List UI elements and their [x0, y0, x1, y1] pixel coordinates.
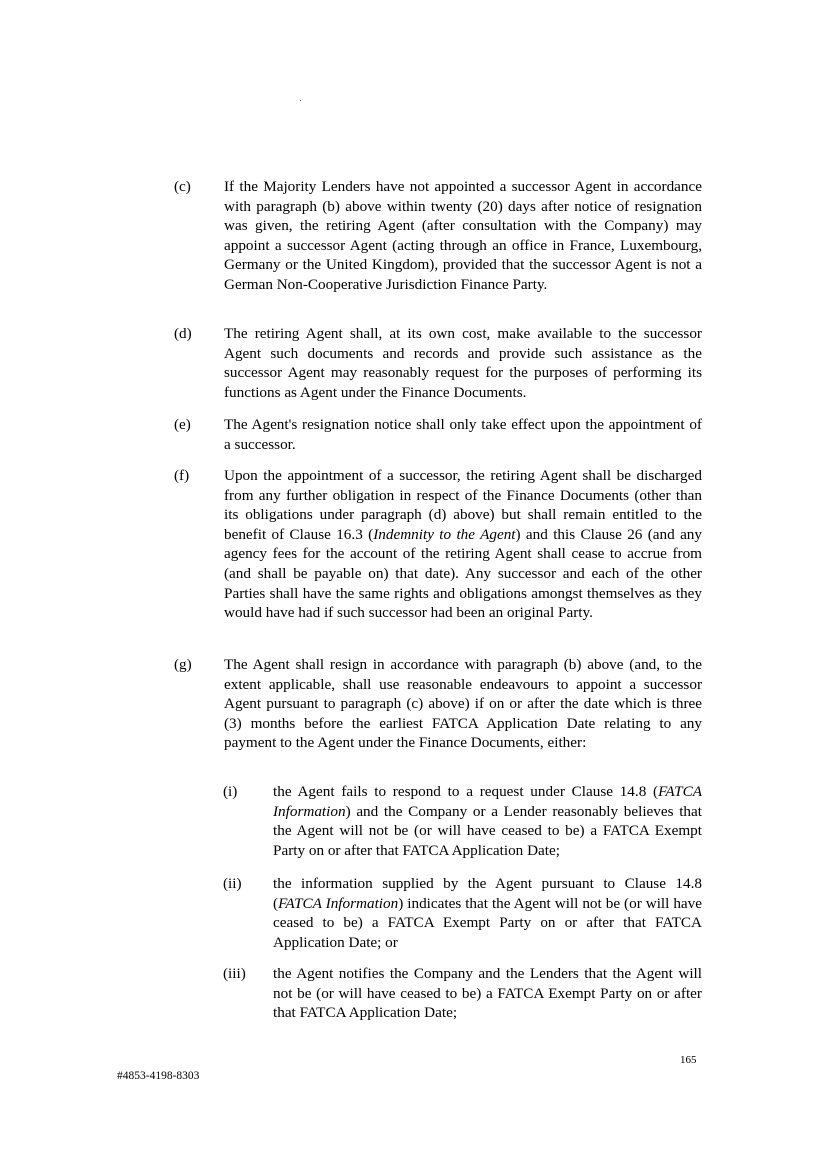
clause-f — [174, 466, 702, 623]
clause-e — [174, 415, 702, 454]
clause-text: The Agent's resignation notice shall only take effect upon the appointment of a successor. — [224, 416, 702, 453]
subclause-label: (iii) — [223, 965, 246, 982]
clause-c — [174, 177, 702, 295]
subclause-text — [273, 782, 702, 860]
defined-term-reference: FATCA Information — [273, 783, 702, 820]
page-number: 165 — [680, 1054, 697, 1066]
clause-d — [174, 324, 702, 402]
subclause-ii — [223, 874, 702, 952]
clause-label: (f) — [174, 467, 190, 484]
clause-text-part: Upon the appointment of a successor, the retiring Agent shall be discharged from any further obligation in respect of the Finance Documents (other than its obligations under paragraph (d) above) but shall remain entitled to the benefit of Clause 16.3 ( — [224, 467, 702, 543]
clause-label: (d) — [174, 325, 192, 342]
clause-text: The Agent shall resign in accordance with paragraph (b) above (and, to the extent applicable, shall use reasonable endeavours to appoint a successor Agent pursuant to paragraph (c) above) if on or after the date which is three (3) months before the earliest FATCA Application Date relating to any payment to the Agent under the Finance Documents, either: — [224, 656, 702, 752]
defined-term-reference: Indemnity to the Agent — [373, 525, 516, 543]
clause-g — [174, 655, 702, 753]
subclause-text: the Agent notifies the Company and the Lenders that the Agent will not be (or will have ceased to be) a FATCA Exempt Party on or after that FATCA Application Date; — [273, 965, 702, 1022]
subclause-text-part: ) indicates that the Agent will not be (or will have ceased to be) a FATCA Exempt Party on or after that FATCA Application Date; or — [273, 894, 702, 951]
subclause-text-part: ) and the Company or a Lender reasonably believes that the Agent will not be (or will have ceased to be) a FATCA Exempt Party on or after that FATCA Application Date; — [273, 802, 702, 859]
clause-text-part: ) and this Clause 26 (and any agency fees for the account of the retiring Agent shall cease to accrue from (and shall be payable on) that date). Any successor and each of the other Parties shall have the same rights and obligations amongst themselves as they would have had if such successor had been an original Party. — [224, 525, 702, 622]
clause-label: (g) — [174, 656, 192, 673]
stray-mark — [300, 100, 301, 101]
subclause-text — [273, 874, 702, 952]
clause-text — [224, 466, 702, 623]
document-reference: #4853-4198-8303 — [117, 1070, 200, 1082]
subclause-text-part: the information supplied by the Agent pursuant to Clause 14.8 ( — [273, 875, 702, 912]
subclause-i — [223, 782, 702, 860]
subclause-iii — [223, 964, 702, 1023]
clause-label: (e) — [174, 416, 191, 433]
subclause-text-part: the Agent fails to respond to a request under Clause 14.8 ( — [273, 783, 659, 800]
clause-label: (c) — [174, 178, 191, 195]
clause-text: The retiring Agent shall, at its own cost, make available to the successor Agent such documents and records and provide such assistance as the successor Agent may reasonably request for the purposes of performing its functions as Agent under the Finance Documents. — [224, 325, 702, 401]
subclause-label: (ii) — [223, 875, 242, 892]
clause-text: If the Majority Lenders have not appointed a successor Agent in accordance with paragraph (b) above within twenty (20) days after notice of resignation was given, the retiring Agent (after consultation with the Company) may appoint a successor Agent (acting through an office in France, Luxembourg, Germany or the United Kingdom), provided that the successor Agent is not a German Non-Cooperative Jurisdiction Finance Party. — [224, 178, 702, 293]
defined-term-reference: FATCA Information — [278, 894, 399, 912]
subclause-label: (i) — [223, 783, 238, 800]
